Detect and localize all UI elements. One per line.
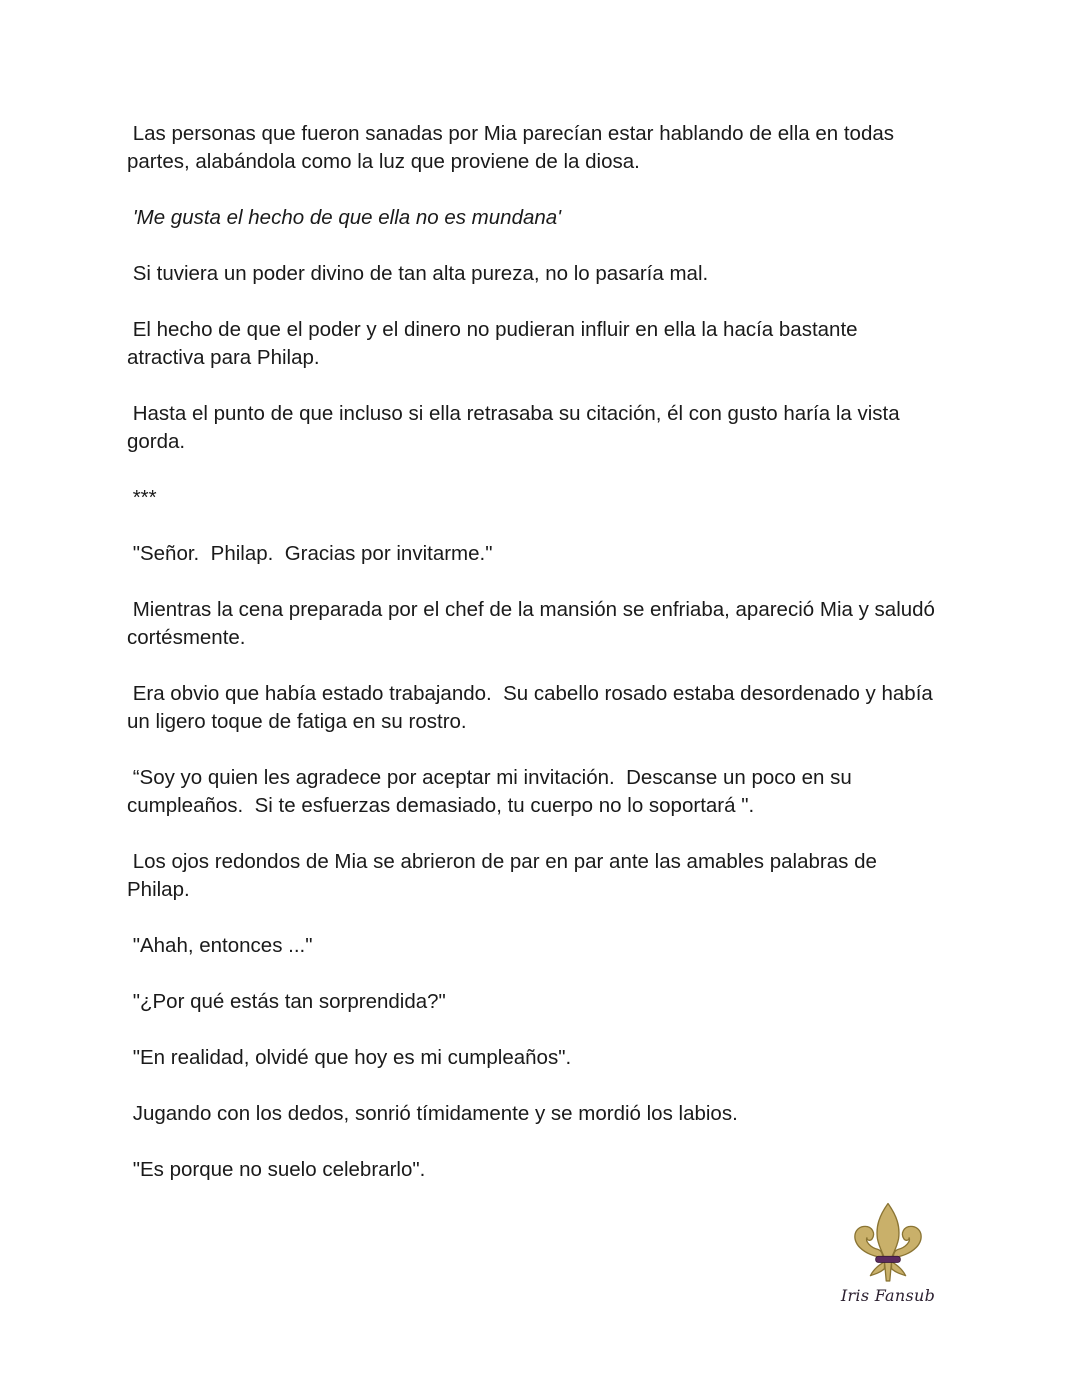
paragraph: "¿Por qué estás tan sorprendida?" — [127, 990, 446, 1013]
watermark-text: Iris Fansub — [840, 1286, 936, 1305]
watermark-logo — [838, 1200, 938, 1315]
paragraph: "En realidad, olvidé que hoy es mi cumpleaños". — [127, 1046, 572, 1069]
paragraph: Mientras la cena preparada por el chef de la mansión se enfriaba, apareció Mia y saludó cortésmente. — [127, 598, 941, 649]
paragraph: Jugando con los dedos, sonrió tímidamente y se mordió los labios. — [127, 1102, 738, 1125]
paragraph: El hecho de que el poder y el dinero no pudieran influir en ella la hacía bastante atractiva para Philap. — [127, 318, 864, 369]
paragraph: Era obvio que había estado trabajando. Su cabello rosado estaba desordenado y había un ligero toque de fatiga en su rostro. — [127, 682, 939, 733]
document-body — [127, 120, 941, 1212]
paragraph: Hasta el punto de que incluso si ella retrasaba su citación, él con gusto haría la vista gorda. — [127, 402, 906, 453]
paragraph: Los ojos redondos de Mia se abrieron de par en par ante las amables palabras de Philap. — [127, 850, 883, 901]
fleur-de-lis-icon — [844, 1200, 932, 1288]
paragraph: “Soy yo quien les agradece por aceptar mi invitación. Descanse un poco en su cumpleaños. Si te esfuerzas demasiado, tu cuerpo no lo soportará ". — [127, 766, 858, 817]
paragraph-italic-thought: 'Me gusta el hecho de que ella no es mundana' — [127, 206, 562, 229]
paragraph: Las personas que fueron sanadas por Mia parecían estar hablando de ella en todas partes, alabándola como la luz que proviene de la diosa. — [127, 122, 900, 173]
scene-break: *** — [127, 486, 157, 509]
paragraph: "Ahah, entonces ..." — [127, 934, 313, 957]
paragraph: "Señor. Philap. Gracias por invitarme." — [127, 542, 493, 565]
paragraph: Si tuviera un poder divino de tan alta pureza, no lo pasaría mal. — [127, 262, 709, 285]
paragraph: "Es porque no suelo celebrarlo". — [127, 1158, 426, 1181]
